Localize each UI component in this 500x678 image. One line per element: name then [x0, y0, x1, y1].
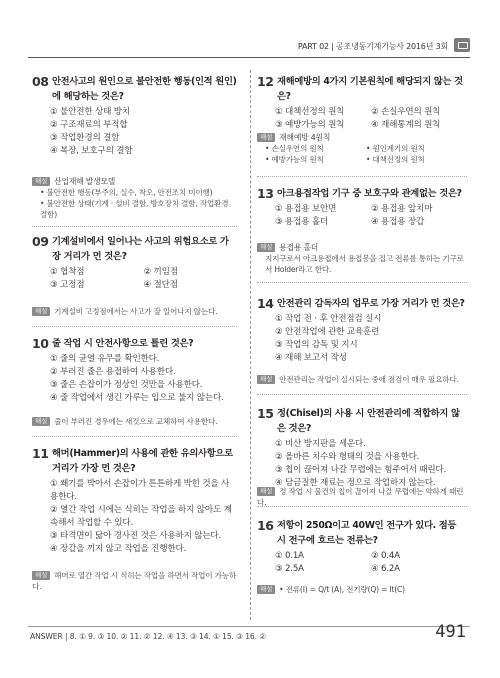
explanation-13: [257, 242, 467, 275]
option-4: ④ 줄 작업에서 생긴 가루는 입으로 불지 않는다.: [50, 393, 224, 403]
option-2: ② 열간 작업 시에는 식히는 작업을 하지 않아도 계속해서 작업할 수 있다.: [50, 505, 232, 528]
explanation-bullet: • 손실우연의 원칙: [265, 144, 324, 153]
separator: [257, 176, 467, 177]
question-text: 재해예방의 4가지 기본원칙에 해당되지 않는 것은?: [277, 76, 463, 102]
question-text: 안전사고의 원인으로 불안전한 행동(인적 원인)에 해당하는 것은?: [52, 76, 237, 102]
explanation-text: • 전류(I) = Q/t (A), 전기량(Q) = It(C): [279, 585, 405, 594]
explanation-bullet: • 예방가능의 원칙: [265, 155, 324, 164]
explanation-text: 기계설비 고정점에서는 사고가 잘 일어나지 않는다.: [54, 307, 218, 316]
explanation-title: 용접용 홀더: [279, 243, 319, 252]
explanation-bullet: • 원인계기의 원칙: [366, 144, 425, 153]
explanation-badge: 해설: [257, 585, 275, 594]
explanation-badge: 해설: [32, 571, 50, 580]
explanation-badge: 해설: [32, 307, 50, 316]
explanation-10: [32, 416, 237, 427]
option-1: ① 대책선정의 원칙: [275, 107, 345, 117]
question-12: [257, 74, 467, 132]
option-1: ① 용접용 보안면: [275, 204, 337, 214]
option-4: ④ 6.2A: [371, 564, 400, 574]
question-10: [32, 336, 237, 405]
explanation-16: [257, 584, 467, 595]
option-2: ② 0.4A: [371, 551, 400, 561]
separator: [32, 226, 237, 227]
explanation-12: [257, 132, 467, 165]
separator: [257, 394, 467, 395]
explanation-text: 줄이 부러진 경우에는 새것으로 교체하여 사용한다.: [54, 417, 218, 426]
explanation-title: 산업재해 발생모델: [54, 177, 116, 186]
explanation-badge: 해설: [257, 133, 275, 142]
option-3: ③ 칩이 끊어져 나갈 무렵에는 힘주어서 때린다.: [275, 465, 447, 475]
question-text: 정(Chisel)의 사용 시 안전관리에 적합하지 않은 것은?: [277, 408, 460, 434]
explanation-bullet: • 대책선정의 원칙: [366, 155, 425, 164]
separator: [257, 506, 467, 507]
explanation-bullet: • 불안전한 상태(기계 · 설비 결함, 방호장치 결함, 작업환경 결함): [40, 199, 229, 219]
option-1: ① 쐐기를 박아서 손잡이가 튼튼하게 박힌 것을 사용한다.: [50, 479, 230, 502]
option-4: ④ 장갑을 끼지 않고 작업을 진행한다.: [50, 544, 187, 554]
explanation-badge: 해설: [257, 487, 275, 496]
explanation-text: 정 작업 시 물건의 칩이 끊어져 나갈 무렵에는 약하게 때린다.: [257, 487, 464, 507]
option-4: ④ 담금질한 재료는 정으로 작업하지 않는다.: [275, 478, 436, 488]
explanation-badge: 해설: [32, 417, 50, 426]
question-text: 해머(Hammer)의 사용에 관한 유의사항으로 거리가 가장 먼 것은?: [52, 448, 233, 474]
explanation-bullet: • 불안전한 행동(부주의, 실수, 착오, 안전조치 미이행): [40, 188, 213, 197]
question-number: 14: [257, 296, 274, 311]
explanation-badge: 해설: [257, 243, 275, 252]
option-4: ④ 용접용 장갑: [371, 217, 425, 227]
explanation-text: 안전관리는 작업이 실시되는 중에 점검이 매우 필요하다.: [279, 375, 459, 384]
explanation-badge: 해설: [32, 177, 50, 186]
option-3: ③ 2.5A: [275, 564, 304, 574]
option-2: ② 손실우연의 원칙: [371, 107, 441, 117]
explanation-text: 해머로 열간 작업 시 식히는 작업을 하면서 작업이 가능하다.: [32, 571, 236, 591]
question-number: 12: [257, 74, 274, 89]
question-text: 안전관리 감독자의 업무로 가장 거리가 먼 것은?: [277, 298, 465, 309]
separator: [32, 326, 237, 327]
option-1: ① 작업 전 · 후 안전점검 실시: [275, 314, 382, 324]
option-1: ① 비산 방지판을 세운다.: [275, 439, 366, 449]
option-1: ① 0.1A: [275, 551, 304, 561]
option-4: ④ 절단점: [143, 280, 178, 290]
question-text: 저항이 250Ω이고 40W인 전구가 있다. 점등 시 전구에 흐르는 전류는?: [277, 520, 457, 546]
question-number: 16: [257, 518, 274, 533]
header-title: PART 02 | 공조냉동기계기능사 2016년 3회: [297, 42, 448, 51]
question-08: [32, 74, 237, 158]
question-14: [257, 296, 467, 365]
option-3: ③ 용접용 홀더: [275, 217, 329, 227]
question-number: 11: [32, 446, 49, 461]
explanation-14: [257, 374, 467, 385]
explanation-09: [32, 306, 237, 317]
question-number: 10: [32, 336, 49, 351]
option-2: ② 끼임점: [143, 267, 178, 277]
explanation-badge: 해설: [257, 375, 275, 384]
question-09: [32, 234, 237, 292]
option-4: ④ 재해통계의 원칙: [371, 120, 441, 130]
explanation-15: [257, 486, 467, 508]
option-2: ② 용접용 앞치마: [371, 204, 433, 214]
question-text: 아크용접작업 기구 중 보호구와 관계없는 것은?: [277, 188, 462, 199]
explanation-title: 재해예방 4원칙: [279, 133, 331, 142]
question-11: [32, 446, 237, 556]
option-2: ② 안전작업에 관한 교육훈련: [275, 327, 380, 337]
option-3: ③ 타격면이 닳아 경사진 것은 사용하지 않는다.: [50, 531, 222, 541]
option-1: ① 협착점: [50, 267, 85, 277]
question-number: 15: [257, 406, 274, 421]
question-15: [257, 406, 467, 490]
option-3: ③ 고정점: [50, 280, 85, 290]
question-text: 줄 작업 시 안전사항으로 틀린 것은?: [52, 338, 194, 349]
question-number: 13: [257, 186, 274, 201]
page-header: [28, 36, 470, 58]
option-2: ② 부러진 줄은 용접하여 사용한다.: [50, 367, 176, 377]
option-2: ② 올바른 치수와 형태의 것을 사용한다.: [275, 452, 420, 462]
question-number: 09: [32, 234, 49, 249]
monitor-icon: [454, 38, 470, 52]
option-2: ② 구조재료의 부적합: [50, 120, 128, 130]
option-1: ① 불안전한 상태 방치: [50, 107, 130, 117]
option-3: ③ 줄은 손잡이가 정상인 것만을 사용한다.: [50, 380, 203, 390]
separator: [257, 282, 467, 283]
footer-divider: [28, 626, 470, 627]
option-4: ④ 재해 보고서 작성: [275, 353, 347, 363]
explanation-text: 지지구로서 아크용접에서 용접봉을 집고 전류를 통하는 기구로서 Holder라고 한다.: [265, 254, 464, 274]
question-number: 08: [32, 74, 49, 89]
option-1: ① 줄의 균열 유무를 확인한다.: [50, 354, 160, 364]
separator: [32, 436, 237, 437]
explanation-11: [32, 570, 237, 592]
explanation-08: [32, 176, 237, 220]
option-3: ③ 작업환경의 결함: [50, 133, 120, 143]
question-13: [257, 186, 467, 229]
question-text: 기계설비에서 일어나는 사고의 위험요소로 가장 거리가 먼 것은?: [52, 236, 229, 262]
option-3: ③ 작업의 감독 및 지시: [275, 340, 358, 350]
column-divider: [250, 70, 251, 620]
page-number: 491: [435, 622, 466, 642]
answer-key: ANSWER | 8. ① 9. ③ 10. ② 11. ② 12. ④ 13. ③ 14. ① 15. ③ 16. ②: [30, 632, 266, 641]
option-3: ③ 예방가능의 원칙: [275, 120, 345, 130]
option-4: ④ 복장, 보호구의 결함: [50, 146, 133, 156]
question-16: [257, 518, 467, 576]
